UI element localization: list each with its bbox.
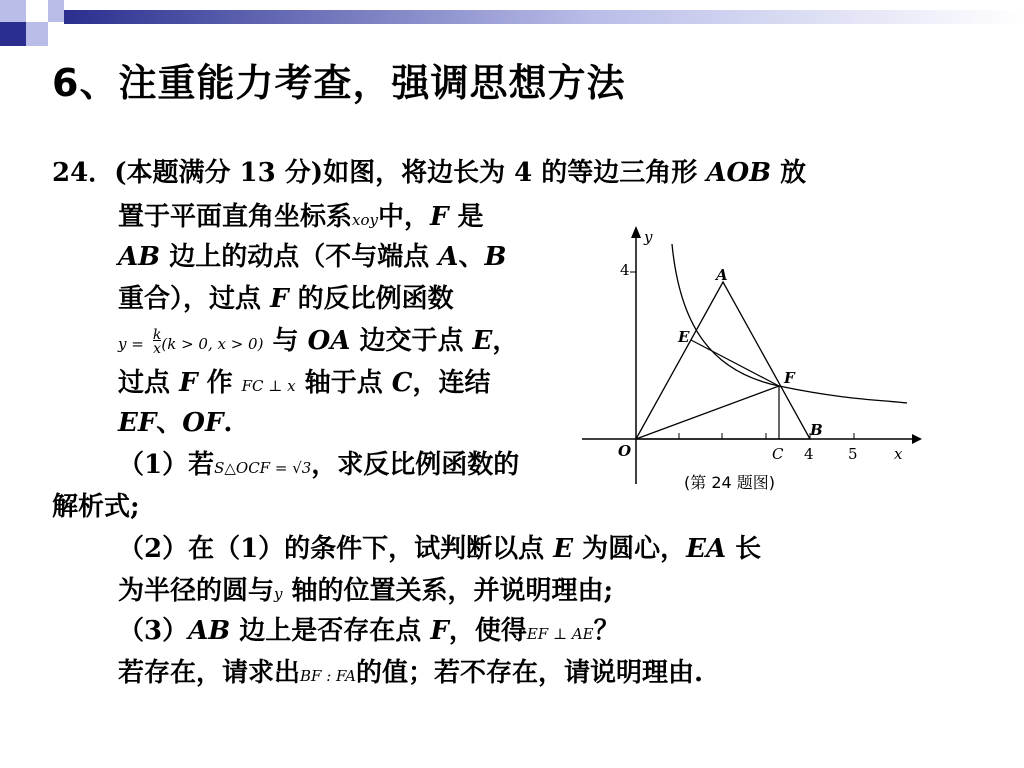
question-2-continued — [118, 574, 613, 611]
problem-points: (本题满分 13 分) — [114, 158, 324, 188]
segment-of — [636, 386, 779, 439]
problem-text: 的反比例函数 — [288, 284, 454, 314]
triangle-name: AOB — [706, 158, 772, 188]
problem-line-1 — [52, 156, 806, 190]
label-y: y — [644, 228, 653, 246]
problem-line-7 — [118, 406, 232, 440]
point-e: E — [472, 326, 493, 356]
segment-of: OF — [182, 408, 224, 438]
problem-text: ？ — [593, 616, 620, 646]
problem-text: 边上是否存在点 — [230, 616, 431, 646]
area-condition: S△OCF = √3 — [214, 459, 312, 477]
label-a: A — [716, 266, 728, 284]
label-x-4: 4 — [804, 445, 814, 463]
slide-title: 6、注重能力考查，强调思想方法 — [52, 61, 626, 105]
question-1 — [118, 448, 519, 485]
point-f: F — [430, 616, 449, 646]
segment-oa: OA — [307, 326, 351, 356]
problem-text: ，求反比例函数的 — [311, 450, 520, 480]
problem-line-2 — [118, 200, 484, 237]
segment-ef — [691, 340, 779, 386]
label-e: E — [678, 328, 690, 346]
segment-ef: EF — [118, 408, 157, 438]
coord-system: xoy — [352, 211, 378, 229]
problem-text: 边上的动点（不与端点 — [160, 242, 439, 272]
function-lhs: y = — [118, 335, 144, 353]
label-b: B — [810, 421, 823, 439]
problem-line-5 — [118, 324, 518, 361]
fraction-denominator: x — [153, 341, 162, 357]
point-e: E — [553, 534, 574, 564]
point-f: F — [270, 284, 289, 314]
problem-line-3 — [118, 240, 506, 274]
problem-text: （1）若 — [118, 450, 215, 480]
problem-text: ，连结 — [412, 368, 491, 398]
point-c: C — [391, 368, 413, 398]
segment-ab: AB — [118, 242, 161, 272]
question-2 — [118, 532, 761, 566]
problem-text: 长 — [726, 534, 762, 564]
x-axis-arrow — [912, 434, 922, 444]
question-3 — [118, 614, 620, 651]
problem-line-6 — [118, 366, 490, 403]
problem-text: 、 — [458, 242, 485, 272]
problem-text: 置于平面直角坐标系 — [118, 202, 353, 232]
question-3-continued — [118, 656, 703, 693]
function-condition: (k > 0, x > 0) — [161, 335, 264, 353]
problem-text: . — [223, 408, 233, 438]
problem-text: 中， — [377, 202, 430, 232]
header-decoration — [0, 0, 1024, 48]
segment-ab: AB — [188, 616, 231, 646]
problem-text: 若存在，请求出 — [118, 658, 301, 688]
problem-text: 为半径的圆与 — [118, 576, 275, 606]
problem-text: 如图，将边长为 4 的等边三角形 — [323, 158, 707, 188]
problem-text: 放 — [771, 158, 807, 188]
problem-text: 、 — [156, 408, 183, 438]
point-b: B — [484, 242, 507, 272]
problem-text: 边交于点 — [350, 326, 473, 356]
geometry-figure — [582, 222, 922, 497]
perpendicular-condition: EF ⊥ AE — [526, 625, 594, 643]
label-y-4: 4 — [620, 261, 630, 279]
problem-text: 与 — [263, 326, 308, 356]
label-x-5: 5 — [848, 445, 858, 463]
label-o: O — [618, 442, 632, 460]
point-a: A — [438, 242, 459, 272]
ratio-expression: BF : FA — [300, 667, 356, 685]
point-f: F — [430, 202, 449, 232]
problem-text: （2）在（1）的条件下，试判断以点 — [118, 534, 554, 564]
problem-text: 是 — [448, 202, 484, 232]
problem-number: 24． — [52, 158, 115, 188]
segment-ea: EA — [686, 534, 727, 564]
problem-text: 过点 — [118, 368, 180, 398]
label-x: x — [894, 445, 903, 463]
y-axis-arrow — [631, 226, 641, 238]
point-f: F — [179, 368, 198, 398]
problem-text: ， — [492, 326, 519, 356]
problem-text: ，使得 — [448, 616, 527, 646]
label-c: C — [772, 445, 784, 463]
problem-text: 轴的位置关系，并说明理由; — [282, 576, 614, 606]
fraction-numerator: k — [152, 327, 162, 343]
problem-line-4 — [118, 282, 454, 316]
problem-text: 为圆心， — [573, 534, 687, 564]
axis-y-ref: y — [274, 585, 283, 603]
label-f: F — [784, 369, 795, 387]
question-1-continued: 解析式; — [52, 492, 140, 522]
figure-caption: (第 24 题图) — [684, 473, 776, 492]
problem-text: 作 — [197, 368, 242, 398]
problem-text: 轴于点 — [295, 368, 392, 398]
problem-text: （3） — [118, 616, 189, 646]
problem-text: 重合），过点 — [118, 284, 271, 314]
problem-text: 的值；若不存在，请说明理由. — [355, 658, 704, 688]
perpendicular-condition: FC ⊥ x — [241, 377, 296, 395]
